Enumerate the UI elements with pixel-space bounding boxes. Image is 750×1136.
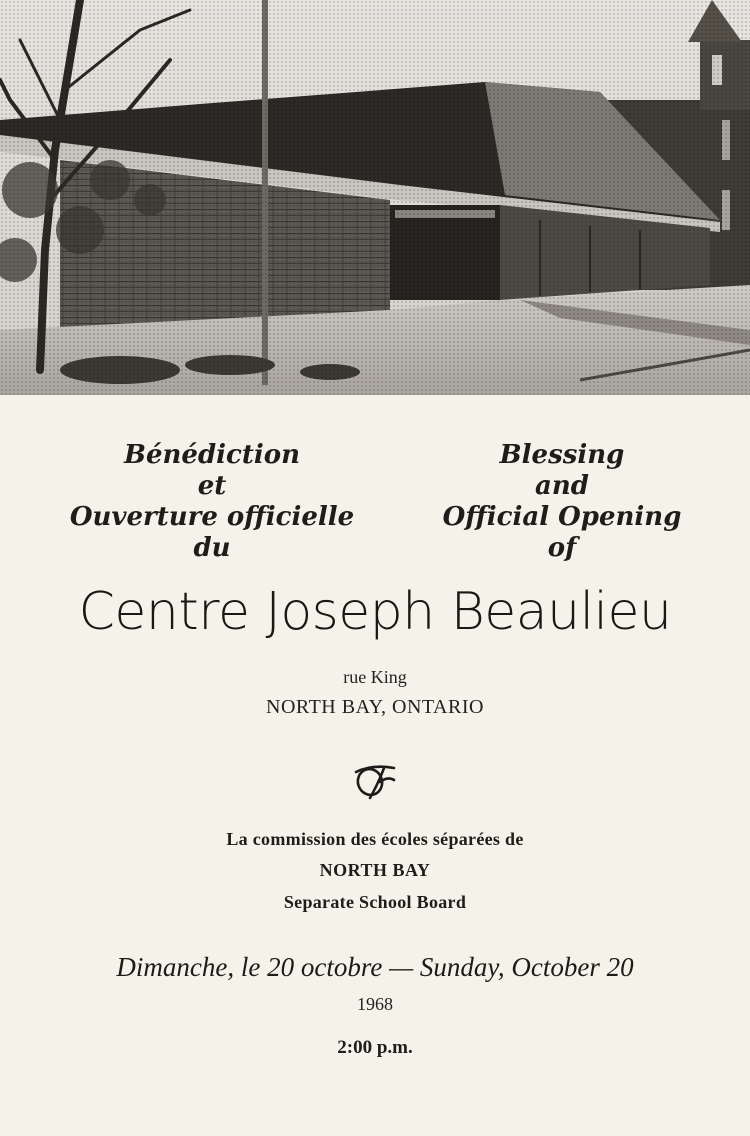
heading-english-line: Official Opening: [442, 502, 682, 532]
heading-english-line: and: [535, 471, 589, 501]
street-name: rue King: [343, 667, 407, 687]
event-year: 1968: [357, 994, 393, 1014]
heading-french-line: Bénédiction: [124, 440, 300, 470]
board-french: La commission des écoles séparées de: [226, 829, 524, 849]
event-time: 2:00 p.m.: [337, 1037, 413, 1058]
board-english: Separate School Board: [283, 892, 467, 912]
heading-english-line: of: [547, 533, 577, 563]
heading-english-line: Blessing: [499, 440, 625, 470]
building-photo: [0, 0, 750, 395]
event-date: Dimanche, le 20 octobre — Sunday, October 20: [116, 952, 634, 982]
heading-english: [412, 440, 712, 564]
heading-french-line: du: [193, 533, 231, 563]
heading-french-line: Ouverture officielle: [69, 502, 355, 532]
monogram-icon: [350, 762, 400, 802]
heading-french: [62, 440, 362, 564]
centre-title: Centre Joseph Beaulieu: [78, 582, 672, 642]
heading-french-line: et: [197, 471, 227, 501]
city-name: NORTH BAY, ONTARIO: [266, 696, 484, 718]
board-city: NORTH BAY: [319, 860, 431, 880]
